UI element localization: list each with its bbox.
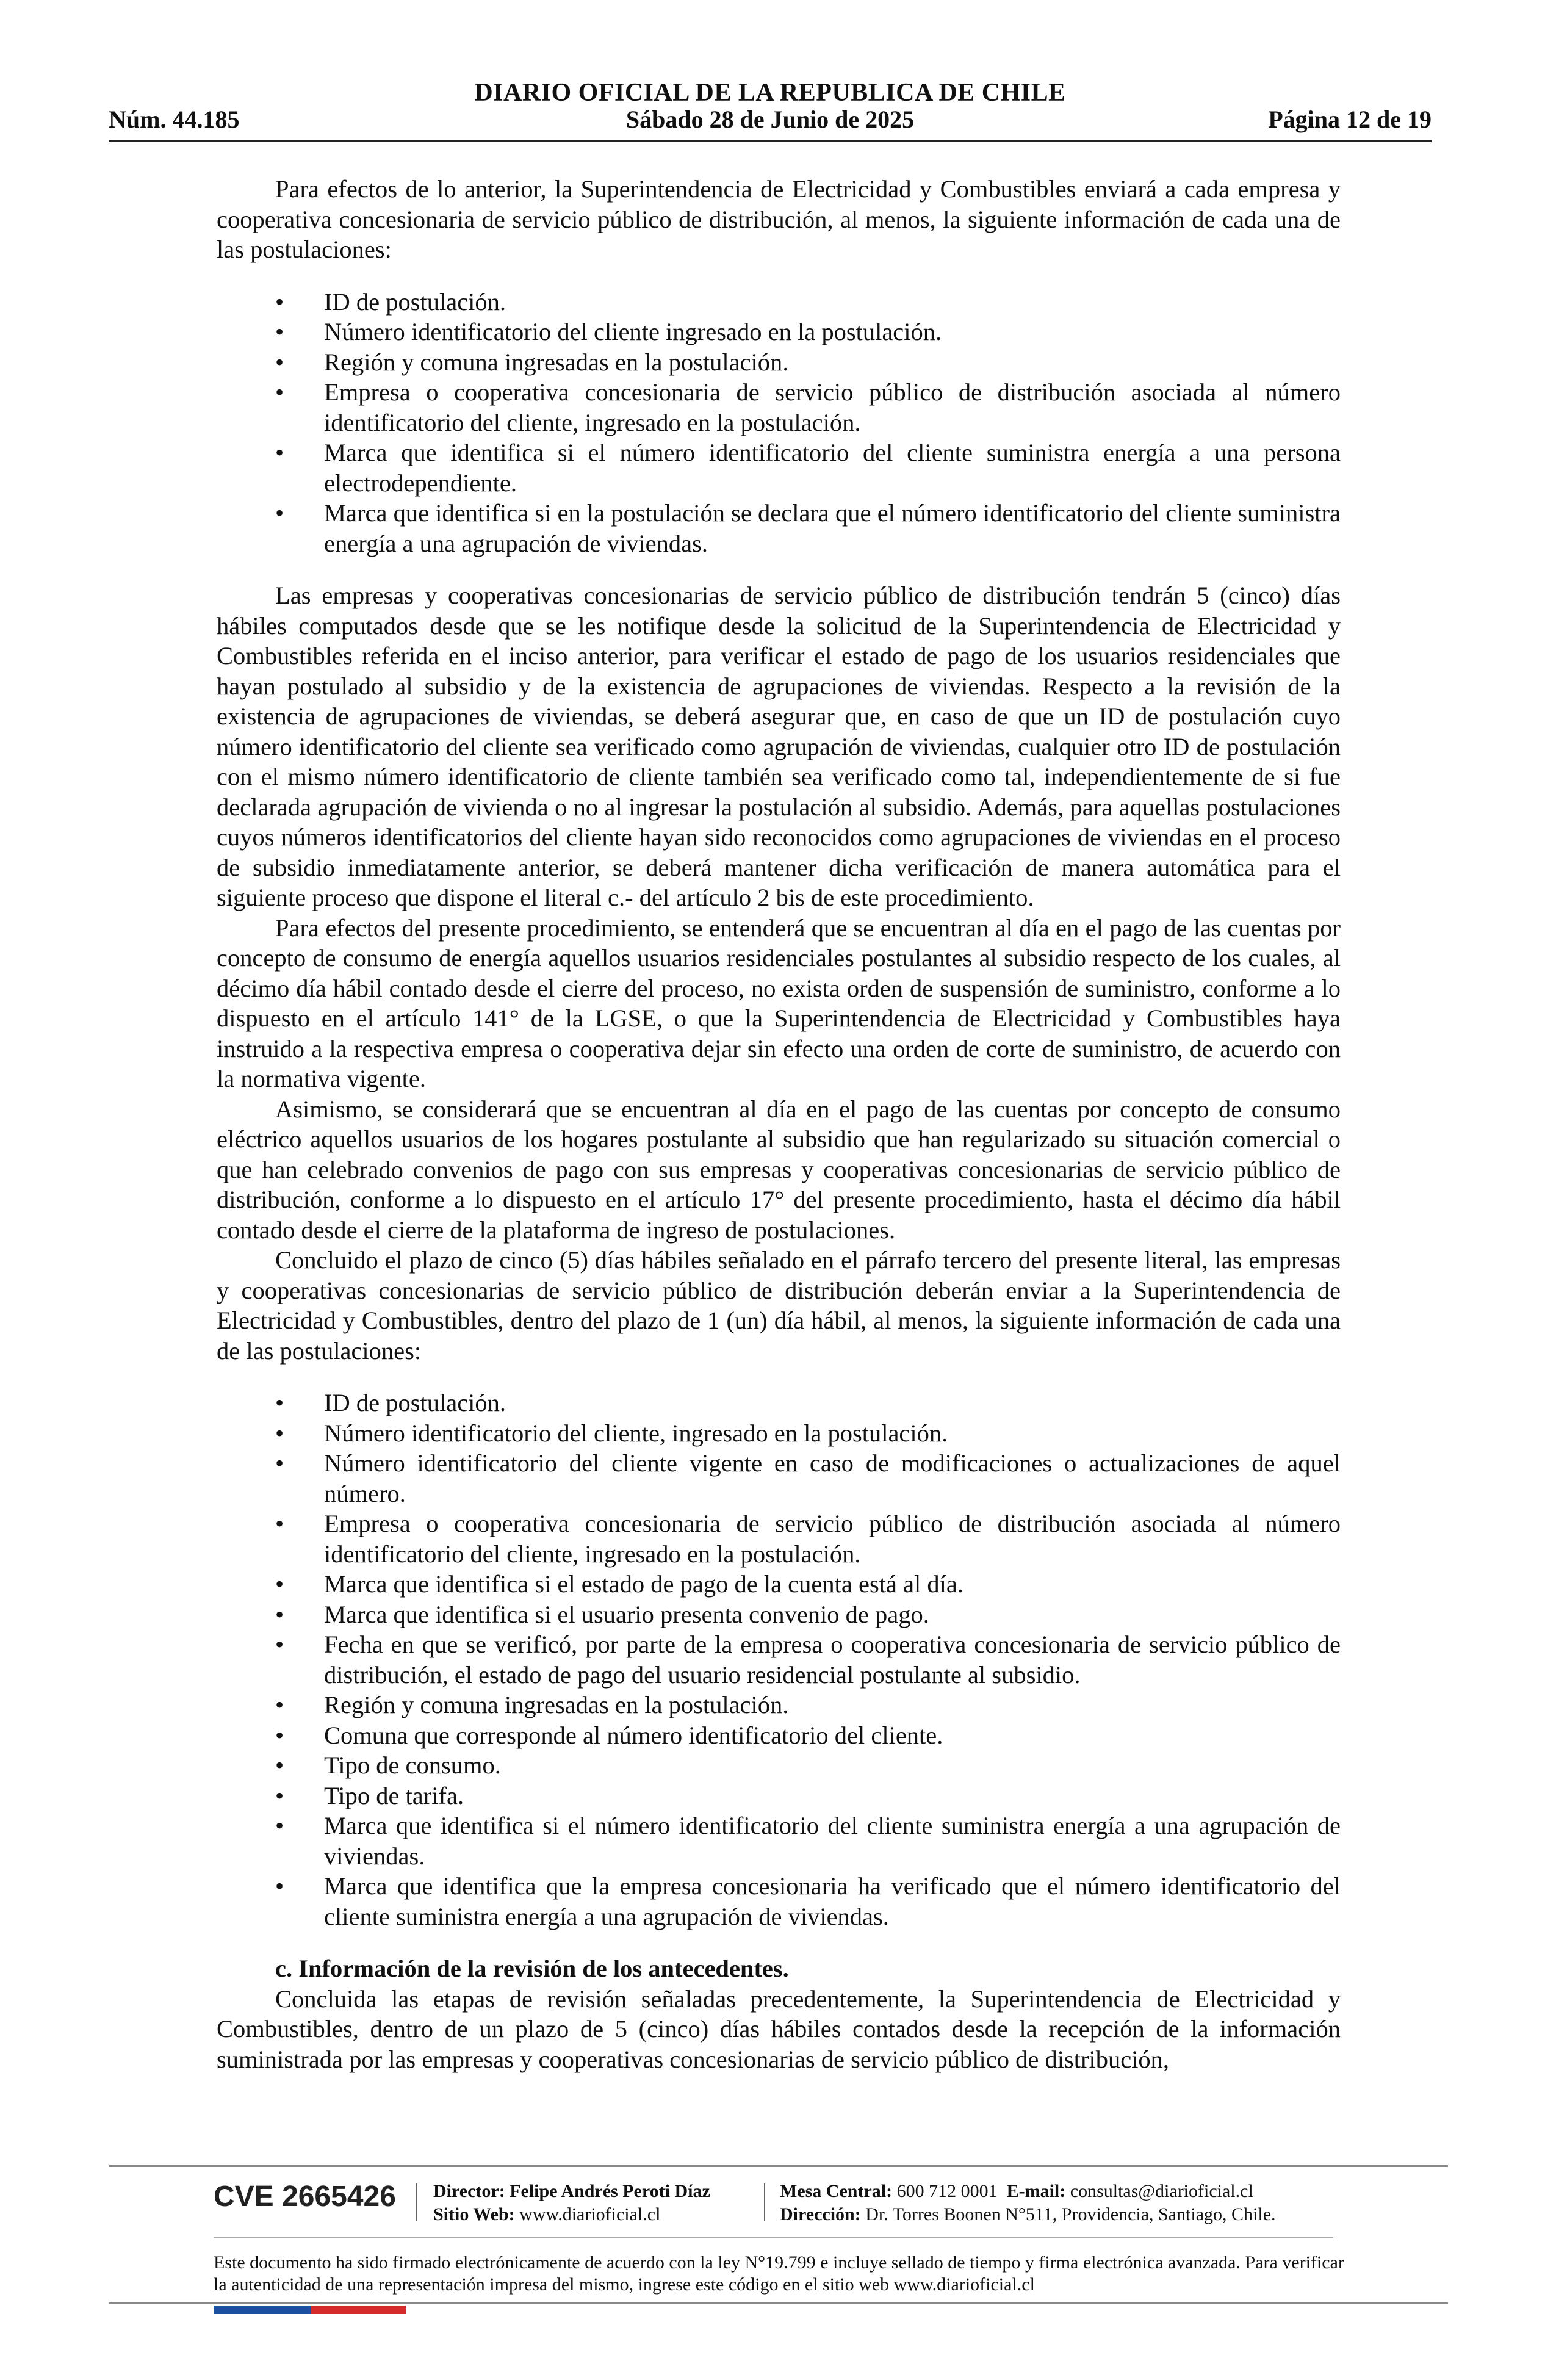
phone-number: 600 712 0001 [896, 2181, 998, 2201]
paragraph: Para efectos de lo anterior, la Superintendencia de Electricidad y Combustibles enviará a cada empresa y cooperativa concesionaria de servicio público de distribución, al menos, la siguiente información de cada una de las postulaciones: [217, 175, 1341, 263]
legal-notice: Este documento ha sido firmado electrónicamente de acuerdo con la ley N°19.799 e incluye sellado de tiempo y firma electrónica avanzada. Para verificar la autenticidad de una representación impresa del mismo, ingrese este código en el sitio web www.diarioficial.cl [214, 2252, 1344, 2295]
footer-separator [764, 2183, 765, 2221]
paragraph: Concluido el plazo de cinco (5) días hábiles señalado en el párrafo tercero del presente literal, las empresas y cooperativas concesionarias de servicio público de distribución deberán enviar a la Superintendencia de Electricidad y Combustibles, dentro del plazo de 1 (un) día hábil, al menos, la siguiente información de cada una de las postulaciones: [217, 1246, 1341, 1365]
list-item: • ID de postulación. [217, 1388, 1341, 1418]
email-label: E-mail: [1006, 2181, 1066, 2201]
list-item: • Región y comuna ingresadas en la postulación. [217, 347, 1341, 378]
list-item: • Marca que identifica si el usuario presenta convenio de pago. [217, 1599, 1341, 1630]
postulation-info-list [217, 287, 1341, 559]
flag-stripe-blue [214, 2306, 311, 2314]
paragraph: Las empresas y cooperativas concesionarias de servicio público de distribución tendrán 5 (cinco) días hábiles computados desde que se les notifique desde la solicitud de la Superintendencia de Electricidad y Combustibles referida en el inciso anterior, para verificar el estado de pago de los usuarios residenciales que hayan postulado al subsidio y de la existencia de agrupaciones de viviendas. Respecto a la revisión de la existencia de agrupaciones de viviendas, se deberá asegurar que, en caso de que un ID de postulación cuyo número identificatorio del cliente sea verificado como agrupación de viviendas, cualquier otro ID de postulación con el mismo número identificatorio de cliente también sea verificado como tal, independientemente de si fue declarada agrupación de vivienda o no al ingresar la postulación al subsidio. Además, para aquellas postulaciones cuyos números identificatorios del cliente hayan sido reconocidos como agrupaciones de viviendas en el proceso de subsidio inmediatamente anterior, se deberá mantener dicha verificación de manera automática para el siguiente proceso que dispone el literal c.- del artículo 2 bis de este procedimiento. [217, 582, 1341, 911]
list-item: • Comuna que corresponde al número identificatorio del cliente. [217, 1720, 1341, 1751]
list-item: • Región y comuna ingresadas en la postulación. [217, 1690, 1341, 1720]
footer-contact-block [780, 2180, 1276, 2226]
list-item: • Marca que identifica si el estado de pago de la cuenta está al día. [217, 1569, 1341, 1599]
list-item: • Marca que identifica si en la postulación se declara que el número identificatorio del cliente suministra energía a una agrupación de viviendas. [217, 498, 1341, 558]
phone-label: Mesa Central: [780, 2181, 893, 2201]
list-item: • Marca que identifica si el número identificatorio del cliente suministra energía a una agrupación de viviendas. [217, 1811, 1341, 1871]
list-item: • Marca que identifica que la empresa concesionaria ha verificado que el número identificatorio del cliente suministra energía a una agrupación de viviendas. [217, 1871, 1341, 1931]
footer-director-block [433, 2180, 710, 2226]
issue-date: Sábado 28 de Junio de 2025 [625, 106, 915, 133]
footer-separator [416, 2183, 417, 2221]
paragraph: Asimismo, se considerará que se encuentran al día en el pago de las cuentas por concepto de consumo eléctrico aquellos usuarios de los hogares postulante al subsidio que han regularizado su situación comercial o que han celebrado convenios de pago con sus empresas y cooperativas concesionarias de servicio público de distribución, conforme a lo dispuesto en el artículo 17° del presente procedimiento, hasta el décimo día hábil contado desde el cierre de la plataforma de ingreso de postulaciones. [217, 1095, 1341, 1244]
paragraph: Para efectos del presente procedimiento, se entenderá que se encuentran al día en el pago de las cuentas por concepto de consumo de energía aquellos usuarios residenciales postulantes al subsidio respecto de los cuales, al décimo día hábil contado desde el cierre del proceso, no exista orden de suspensión de suministro, conforme a lo dispuesto en el artículo 141° de la LGSE, o que la Superintendencia de Electricidad y Combustibles haya instruido a la respectiva empresa o cooperativa dejar sin efecto una orden de corte de suministro, de acuerdo con la normativa vigente. [217, 914, 1341, 1092]
paragraph: Concluida las etapas de revisión señaladas precedentemente, la Superintendencia de Electricidad y Combustibles, dentro de un plazo de 5 (cinco) días hábiles contados desde la recepción de la información suministrada por las empresas y cooperativas concesionarias de servicio público de distribución, [217, 1985, 1341, 2073]
document-body [217, 174, 1341, 2074]
list-item: • Fecha en que se verificó, por parte de la empresa o cooperativa concesionaria de servicio público de distribución, el estado de pago del usuario residencial postulante al subsidio. [217, 1629, 1341, 1690]
company-info-list [217, 1388, 1341, 1931]
issue-number: Núm. 44.185 [109, 106, 240, 133]
website-link[interactable]: www.diarioficial.cl [519, 2204, 661, 2224]
section-heading: c. Información de la revisión de los antecedentes. [275, 1955, 789, 1982]
website-label: Sitio Web: [433, 2204, 515, 2224]
email-link[interactable]: consultas@diarioficial.cl [1070, 2181, 1253, 2201]
flag-stripe-red [311, 2306, 406, 2314]
address-label: Dirección: [780, 2204, 861, 2224]
list-item: • Número identificatorio del cliente ingresado en la postulación. [217, 317, 1341, 347]
publication-title: DIARIO OFICIAL DE LA REPUBLICA DE CHILE [474, 79, 1066, 107]
list-item: • Tipo de tarifa. [217, 1781, 1341, 1811]
list-item: • Empresa o cooperativa concesionaria de servicio público de distribución asociada al número identificatorio del cliente, ingresado en la postulación. [217, 377, 1341, 438]
page-header [109, 73, 1432, 145]
list-item: • Marca que identifica si el número identificatorio del cliente suministra energía a una persona electrodependiente. [217, 438, 1341, 498]
director-name: Felipe Andrés Peroti Díaz [510, 2181, 710, 2201]
list-item: • Tipo de consumo. [217, 1750, 1341, 1781]
cve-code: CVE 2665426 [214, 2180, 396, 2213]
header-divider [109, 140, 1432, 142]
page-number: Página 12 de 19 [1268, 106, 1432, 133]
footer-bottom-divider [109, 2302, 1448, 2304]
list-item: • ID de postulación. [217, 287, 1341, 317]
address-value: Dr. Torres Boonen N°511, Providencia, Santiago, Chile. [865, 2204, 1276, 2224]
director-label: Director: [433, 2181, 505, 2201]
list-item: • Número identificatorio del cliente, ingresado en la postulación. [217, 1418, 1341, 1449]
list-item: • Empresa o cooperativa concesionaria de servicio público de distribución asociada al número identificatorio del cliente, ingresado en la postulación. [217, 1509, 1341, 1569]
footer-inner-divider [214, 2237, 1333, 2238]
list-item: • Número identificatorio del cliente vigente en caso de modificaciones o actualizaciones de aquel número. [217, 1448, 1341, 1509]
footer-divider [109, 2165, 1448, 2167]
